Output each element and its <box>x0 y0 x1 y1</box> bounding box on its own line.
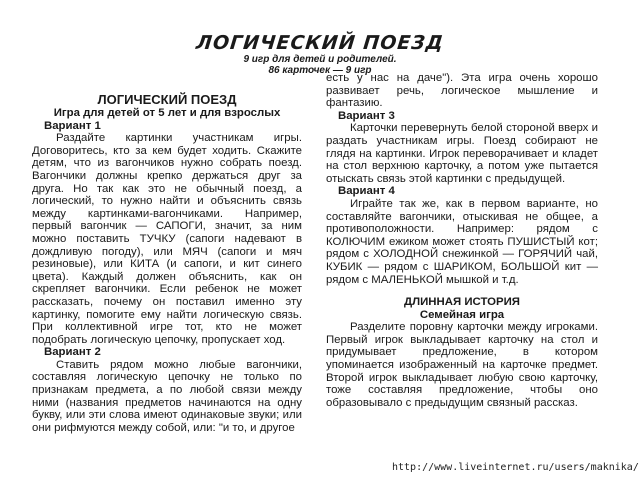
page-header <box>195 32 445 76</box>
header-subtitle-2: 86 карточек — 9 игр <box>268 65 372 76</box>
story-text: Разделите поровну карточки между игроками. Первый игрок выкладывает карточку на стол и придумывает предложение, в котором упоминается изображенный на карточке предмет. Второй игрок выкладывает любую свою карточку, тоже составляя предложение, чтобы оно образовывало с предыдущим связный рассказ. <box>326 321 598 409</box>
page-title: ЛОГИЧЕСКИЙ ПОЕЗД <box>195 32 445 54</box>
variant-3-heading: Вариант 3 <box>338 109 395 122</box>
continuation-text: есть у нас на даче"). Эта игра очень хорошо развивает речь, логическое мышление и фантазию. <box>326 72 598 110</box>
variant-3-text: Карточки перевернуть белой стороной вверх и раздать участникам игры. Поезд собирают не глядя на картинки. Игрок переворачивает и кладет на стол верхнюю карточку, а потом уже пытается отыскать связь этой картинки с предыдущей. <box>326 122 598 185</box>
right-column <box>326 72 598 409</box>
section-subtitle-2: Семейная игра <box>419 308 505 321</box>
source-url[interactable]: http://www.liveinternet.ru/users/maknika/ <box>392 462 639 473</box>
variant-4-heading: Вариант 4 <box>338 185 395 198</box>
section-title-2: ДЛИННАЯ ИСТОРИЯ <box>404 296 520 309</box>
variant-2-text: Ставить рядом можно любые вагончики, составляя логическую цепочку не только по признакам предмета, а по любой связи между ними (названия предметов начинаются на одну букву, или эти слова имеют одинаковые звуки; или они рифмуются между собой, или: "и то, и другое <box>32 358 302 434</box>
header-subtitle-1: 9 игр для детей и родителей. <box>243 54 397 65</box>
section-title: ЛОГИЧЕСКИЙ ПОЕЗД <box>97 92 237 107</box>
section-subtitle: Игра для детей от 5 лет и для взрослых <box>53 107 281 119</box>
variant-1-text: Раздайте картинки участникам игры. Договоритесь, кто за кем будет ходить. Скажите детям, что из вагончиков нужно собрать поезд. Вагончики должны крепко держаться друг за друга. Но так как это не обычный поезд, а логический, то нужно найти и объяснить связь между картинками-вагончиками. Например, первый вагончик — САПОГИ, значит, за ним можно поставить ТУЧКУ (сапоги надевают в дождливую погоду), или МЯЧ (сапоги и мяч резиновые), или КИТА (и сапоги, и кит синего цвета). Каждый должен объяснить, как он скрепляет вагончики. Если ребенок не может рассказать, почему он поставил именно эту картинку, помогите ему найти логическую связь. При коллективной игре тот, кто не может подобрать логическую цепочку, пропускает ход. <box>32 132 302 346</box>
variant-4-text: Играйте так же, как в первом варианте, но составляйте вагончики, отыскивая не общее, а противоположности. Например: рядом с КОЛЮЧИМ ежиком может стоять ПУШИСТЫЙ кот; рядом с ХОЛОДНОЙ снежинкой — ГОРЯЧИЙ чай, КУБИК — рядом с ШАРИКОМ, БОЛЬШОЙ кит — рядом с МАЛЕНЬКОЙ мышкой и т.д. <box>326 197 598 286</box>
variant-1-heading: Вариант 1 <box>44 119 101 132</box>
variant-2-heading: Вариант 2 <box>44 346 101 359</box>
left-column <box>32 92 302 434</box>
